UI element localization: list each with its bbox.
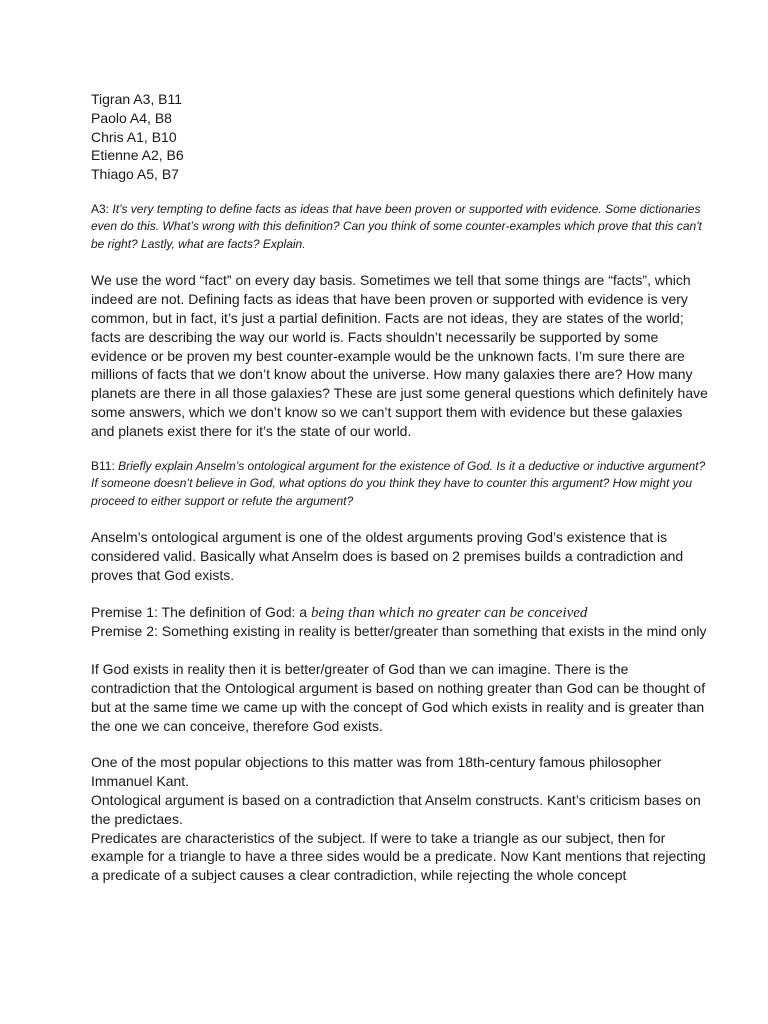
paragraph-kant-intro: One of the most popular objections to this matter was from 18th-century famous philosopher Immanuel Kant. (91, 754, 662, 790)
question-b11-id: B11: (91, 458, 119, 473)
premise-1-quote: being than which no greater can be conceived (310, 604, 588, 621)
team-member: Tigran A3, B11 (91, 91, 183, 107)
paragraph-reality: If God exists in reality then it is better/greater of God than we can imagine. There is the contradiction that the Ontological argument is based on nothing greater than God can be thought of but at the same time we came up with the concept of God which exists in reality and is greater than the one we can conceive, therefore God exists. (91, 661, 706, 734)
team-member: Paolo A4, B8 (91, 109, 172, 126)
premise-2: Premise 2: Something existing in reality is better/greater than something that exists in the mind only (91, 623, 707, 640)
answer-a3: We use the word “fact” on every day basis. Sometimes we tell that some things are “facts”, which indeed are not. Defining facts as ideas that have been proven or supported with evidence is very common, but in fact, it’s just a partial definition. Facts are not ideas, they are states of the world; facts are describing the way our world is. Facts shouldn’t necessarily be supported by some evidence or be proven my best counter-example would be the unknown facts. I’m sure there are millions of facts that we don’t know about the universe. How many galaxies there are? How many planets are there in all those galaxies? These are just some general questions which definitely have some answers, which we don’t know so we can’t support them with evidence but these galaxies and planets exist there for it’s the state of our world. (91, 272, 708, 439)
premise-1-label: Premise 1: The definition of God: a (91, 603, 311, 620)
team-member: Etienne A2, B6 (91, 147, 184, 164)
question-b11-text: Briefly explain Anselm’s ontological argument for the existence of God. Is it a deductive or inductive argument? If someone doesn’t believe in God, what options do you think they have to counter this argument? How might you proceed to either support or refute the argument? (91, 458, 706, 508)
question-a3 (91, 201, 708, 254)
premise-1 (91, 603, 708, 623)
paragraph-predicates: Predicates are characteristics of the subject. If were to take a triangle as our subject, then for example for a triangle to have a three sides would be a predicate. Now Kant mentions that rejecting a predicate of a subject causes a clear contradiction, while rejecting the whole concept (91, 829, 706, 884)
team-member: Chris A1, B10 (91, 128, 177, 145)
answer-b11-intro: Anselm’s ontological argument is one of the oldest arguments proving God’s existence that is considered valid. Basically what Anselm does is based on 2 premises builds a contradiction and proves that God exists. (91, 529, 684, 583)
team-list (91, 90, 708, 184)
paragraph-kant-criticism: Ontological argument is based on a contradiction that Anselm constructs. Kant’s criticism bases on the predictaes. (91, 791, 701, 827)
question-a3-text: It’s very tempting to define facts as ideas that have been proven or supported with evidence. Some dictionaries even do this. What’s wrong with this definition? Can you think of some counter-examples which prove that this can't be right? Lastly, what are facts? Explain. (91, 201, 702, 251)
question-a3-id: A3: (91, 201, 113, 216)
question-b11 (91, 458, 708, 511)
team-member: Thiago A5, B7 (91, 166, 179, 183)
